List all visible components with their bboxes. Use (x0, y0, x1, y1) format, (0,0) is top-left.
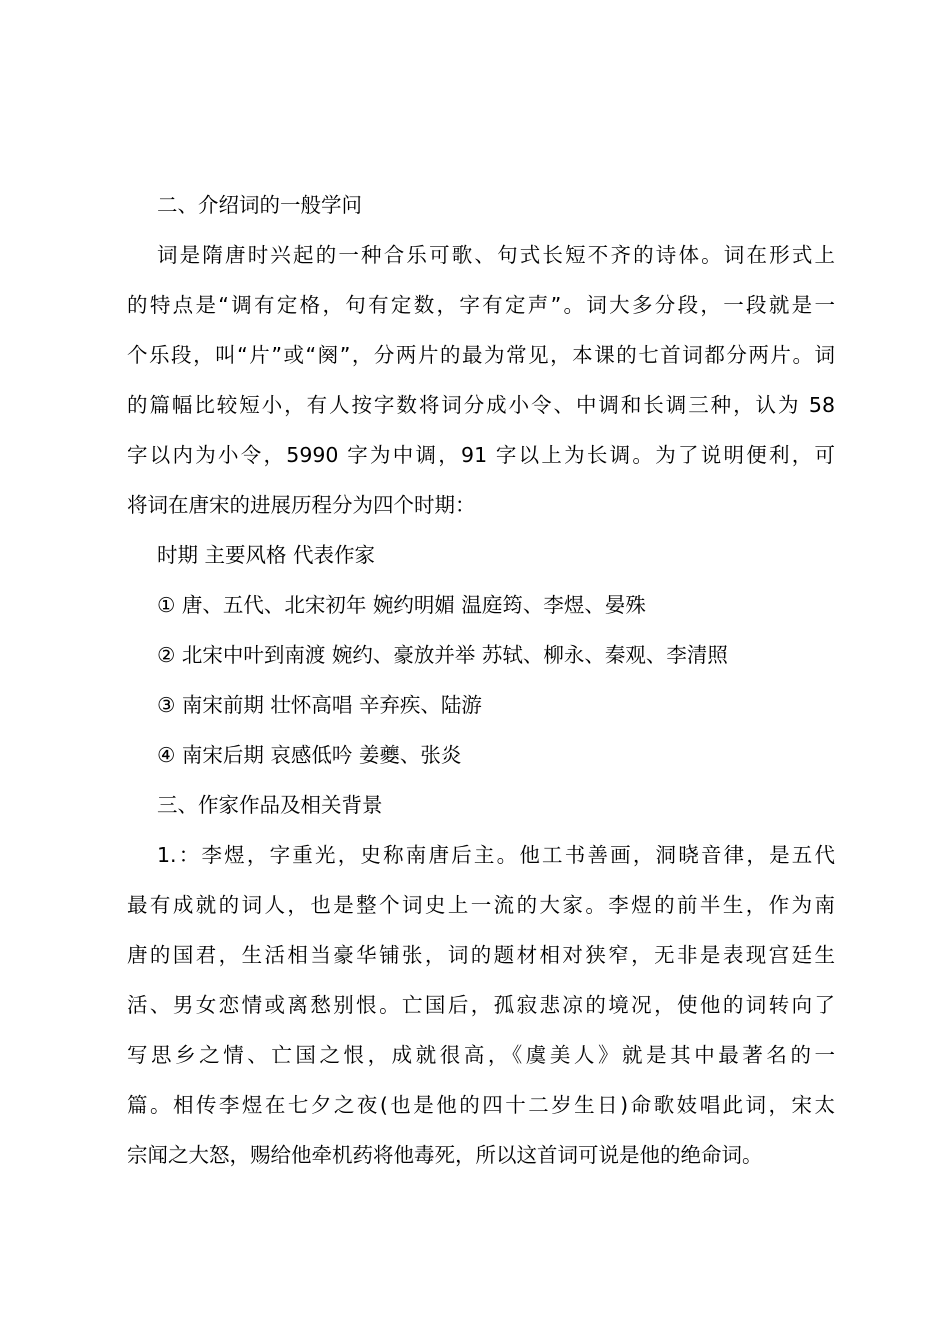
period-row: ③ 南宋前期 壮怀高唱 辛弃疾、陆游 (157, 693, 482, 717)
period-list (127, 580, 835, 780)
paragraph-line: 1.：李煜，字重光，史称南唐后主。他工书善画，洞晓音律，是五代 (157, 843, 835, 867)
document-page (127, 180, 835, 1180)
section-heading-author-background: 三、作家作品及相关背景 (157, 793, 383, 817)
paragraph-li-yu (127, 830, 835, 1180)
period-row: ① 唐、五代、北宋初年 婉约明媚 温庭筠、李煜、晏殊 (157, 593, 646, 617)
paragraph-line: 字以内为小令，5990 字为中调，91 字以上为长调。为了说明便利，可 (127, 443, 835, 467)
paragraph-line: 的特点是“调有定格，句有定数，字有定声”。词大多分段，一段就是一 (127, 293, 835, 317)
paragraph-line: 唐的国君，生活相当豪华铺张，词的题材相对狭窄，无非是表现宫廷生 (127, 943, 835, 967)
paragraph-line: 活、男女恋情或离愁别恨。亡国后，孤寂悲凉的境况，使他的词转向了 (127, 993, 835, 1017)
period-row: ② 北宋中叶到南渡 婉约、豪放并举 苏轼、柳永、秦观、李清照 (157, 643, 728, 667)
paragraph-line: 写思乡之情、亡国之恨，成就很高，《虞美人》就是其中最著名的一 (127, 1043, 835, 1067)
paragraph-line: 篇。相传李煜在七夕之夜(也是他的四十二岁生日)命歌妓唱此词，宋太 (127, 1093, 835, 1117)
paragraph-line: 将词在唐宋的进展历程分为四个时期： (127, 493, 476, 517)
paragraph-line: 词是隋唐时兴起的一种合乐可歌、句式长短不齐的诗体。词在形式上 (157, 243, 835, 267)
paragraph-line: 宗闻之大怒，赐给他牵机药将他毒死，所以这首词可说是他的绝命词。 (127, 1143, 763, 1167)
period-row: ④ 南宋后期 哀感低吟 姜夔、张炎 (157, 743, 462, 767)
paragraph-line: 个乐段，叫“片”或“阕”，分两片的最为常见，本课的七首词都分两片。词 (127, 343, 835, 367)
paragraph-line: 的篇幅比较短小，有人按字数将词分成小令、中调和长调三种，认为 58 (127, 393, 835, 417)
section-heading-general-knowledge: 二、介绍词的一般学问 (157, 193, 362, 217)
period-table-header: 时期 主要风格 代表作家 (157, 543, 376, 567)
paragraph-ci-introduction (127, 230, 835, 530)
paragraph-line: 最有成就的词人，也是整个词史上一流的大家。李煜的前半生，作为南 (127, 893, 835, 917)
